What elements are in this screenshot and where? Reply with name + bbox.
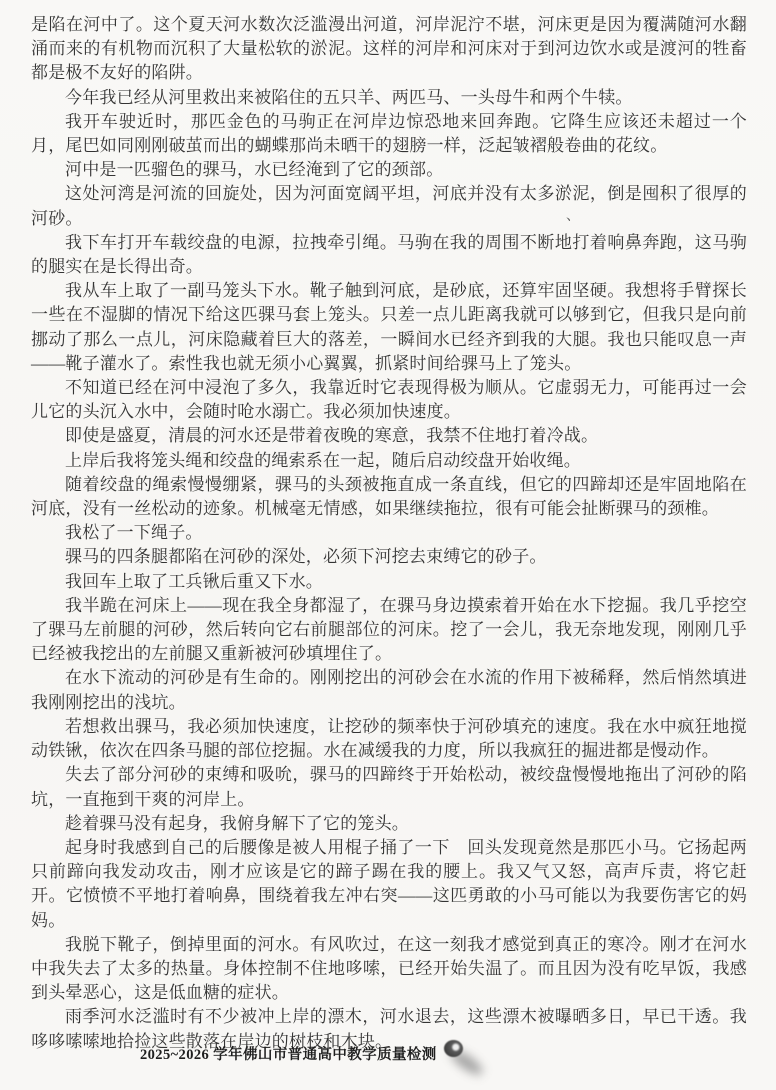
story-paragraph: 骒马的四条腿都陷在河砂的深处，必须下河挖去束缚它的砂子。: [65, 547, 547, 567]
story-paragraph: 起身时我感到自己的后腰像是被人用棍子捅了一下 回头发现竟然是那匹小马。它扬起两只前蹄向我发动攻击，刚才应该是它的蹄子踢在我的腰上。我又气又怒，高声斥责，将它赶开。它愤愤不平地打着响鼻，围绕着我左冲右突——这匹勇敢的小马可能以为我要伤害它的妈妈。: [31, 837, 747, 930]
story-paragraph: 不知道已经在河中浸泡了多久，我靠近时它表现得极为顺从。它虚弱无力，可能再过一会儿它的头沉入水中，会随时呛水溺亡。我必须加快速度。: [31, 378, 747, 422]
smudge-dot: [444, 1040, 463, 1057]
story-paragraph: 我开车驶近时，那匹金色的马驹正在河岸边惊恐地来回奔跑。它降生应该还未超过一个月，尾巴如同刚刚破茧而出的蝴蝶那尚未晒干的翅膀一样，泛起皱褶般卷曲的花纹。: [31, 111, 747, 156]
story-paragraph: 我松了一下绳子。: [65, 523, 203, 543]
story-paragraph: 失去了部分河砂的束缚和吸吮，骒马的四蹄终于开始松动，被绞盘慢慢地拖出了河砂的陷坑，一直拖到干爽的河岸上。: [31, 765, 747, 809]
story-paragraph: 我下车打开车载绞盘的电源，拉拽牵引绳。马驹在我的周围不断地打着响鼻奔跑，这马驹的腿实在是长得出奇。: [31, 232, 747, 277]
story-paragraph: 是陷在河中了。这个夏天河水数次泛滥漫出河道，河岸泥泞不堪，河床更是因为覆满随河水翻涌而来的有机物而沉积了大量松软的淤泥。这样的河岸和河床对于到河边饮水或是渡河的牲畜都是极不友好的陷阱。: [31, 15, 747, 83]
story-paragraph: 我从车上取了一副马笼头下水。靴子触到河底，是砂底，还算牢固坚硬。我想将手臂探长一些在不湿脚的情况下给这匹骒马套上笼头。只差一点儿距离我就可以够到它，但我只是向前挪动了那么一点儿，河床隐藏着巨大的落差，一瞬间水已经齐到我的大腿。我也只能叹息一声——靴子灌水了。索性我也就无须小心翼翼，抓紧时间给骒马上了笼头。: [31, 281, 747, 373]
story-paragraph: 随着绞盘的绳索慢慢绷紧，骒马的头颈被拖直成一条直线，但它的四蹄却还是牢固地陷在河底，没有一丝松动的迹象。机械毫无情感，如果继续拖拉，很有可能会扯断骒马的颈椎。: [31, 474, 747, 519]
footer-title: 2025~2026 学年佛山市普通高中教学质量检测: [140, 1046, 437, 1063]
story-paragraph: 这处河湾是河流的回旋处，因为河面宽阔平坦，河底并没有太多淤泥，倒是囤积了很厚的河砂。: [31, 184, 747, 228]
story-paragraph: 我回车上取了工兵锹后重又下水。: [65, 571, 323, 591]
story-paragraph: 今年我已经从河里救出来被陷住的五只羊、两匹马、一头母牛和两个牛犊。: [65, 87, 633, 107]
story-paragraph: 雨季河水泛滥时有不少被冲上岸的漂木，河水退去，这些漂木被曝晒多日，早已干透。我哆哆嗦嗦地拾捡这些散落在岸边的树枝和木块。: [31, 1007, 747, 1051]
page-footer: [140, 1040, 510, 1066]
story-paragraph: 即使是盛夏，清晨的河水还是带着夜晚的寒意，我禁不住地打着冷战。: [65, 426, 599, 446]
story-paragraph: 河中是一匹骝色的骒马，水已经淹到了它的颈部。: [65, 160, 444, 180]
story-paragraph: 在水下流动的河砂是有生命的。刚刚挖出的河砂会在水流的作用下被稀释，然后悄然填进我刚刚挖出的浅坑。: [31, 668, 747, 712]
ink-smudge-icon: [444, 1040, 510, 1080]
story-paragraph: 若想救出骒马，我必须加快速度，让挖砂的频率快于河砂填充的速度。我在水中疯狂地搅动铁锹，依次在四条马腿的部位挖掘。水在减缓我的力度，所以我疯狂的掘进都是慢动作。: [31, 716, 747, 761]
story-paragraph: 我脱下靴子，倒掉里面的河水。有风吹过，在这一刻我才感觉到真正的寒冷。刚才在河水中我失去了太多的热量。身体控制不住地哆嗦，已经开始失温了。而且因为没有吃早饭，我感到头晕恶心，这是低血糖的症状。: [31, 934, 747, 1003]
page-body: [31, 13, 747, 1054]
story-paragraph: 我半跪在河床上——现在我全身都湿了，在骒马身边摸索着开始在水下挖掘。我几乎挖空了骒马左前腿的河砂，然后转向它右前腿部位的河床。挖了一会儿，我无奈地发现，刚刚几乎已经被我挖出的左前腿又重新被河砂填埋住了。: [31, 595, 747, 664]
story-paragraph: 趁着骒马没有起身，我俯身解下了它的笼头。: [65, 813, 409, 833]
stray-mark: 、: [566, 209, 580, 224]
story-paragraph: 上岸后我将笼头绳和绞盘的绳索系在一起，随后启动绞盘开始收绳。: [65, 450, 581, 470]
